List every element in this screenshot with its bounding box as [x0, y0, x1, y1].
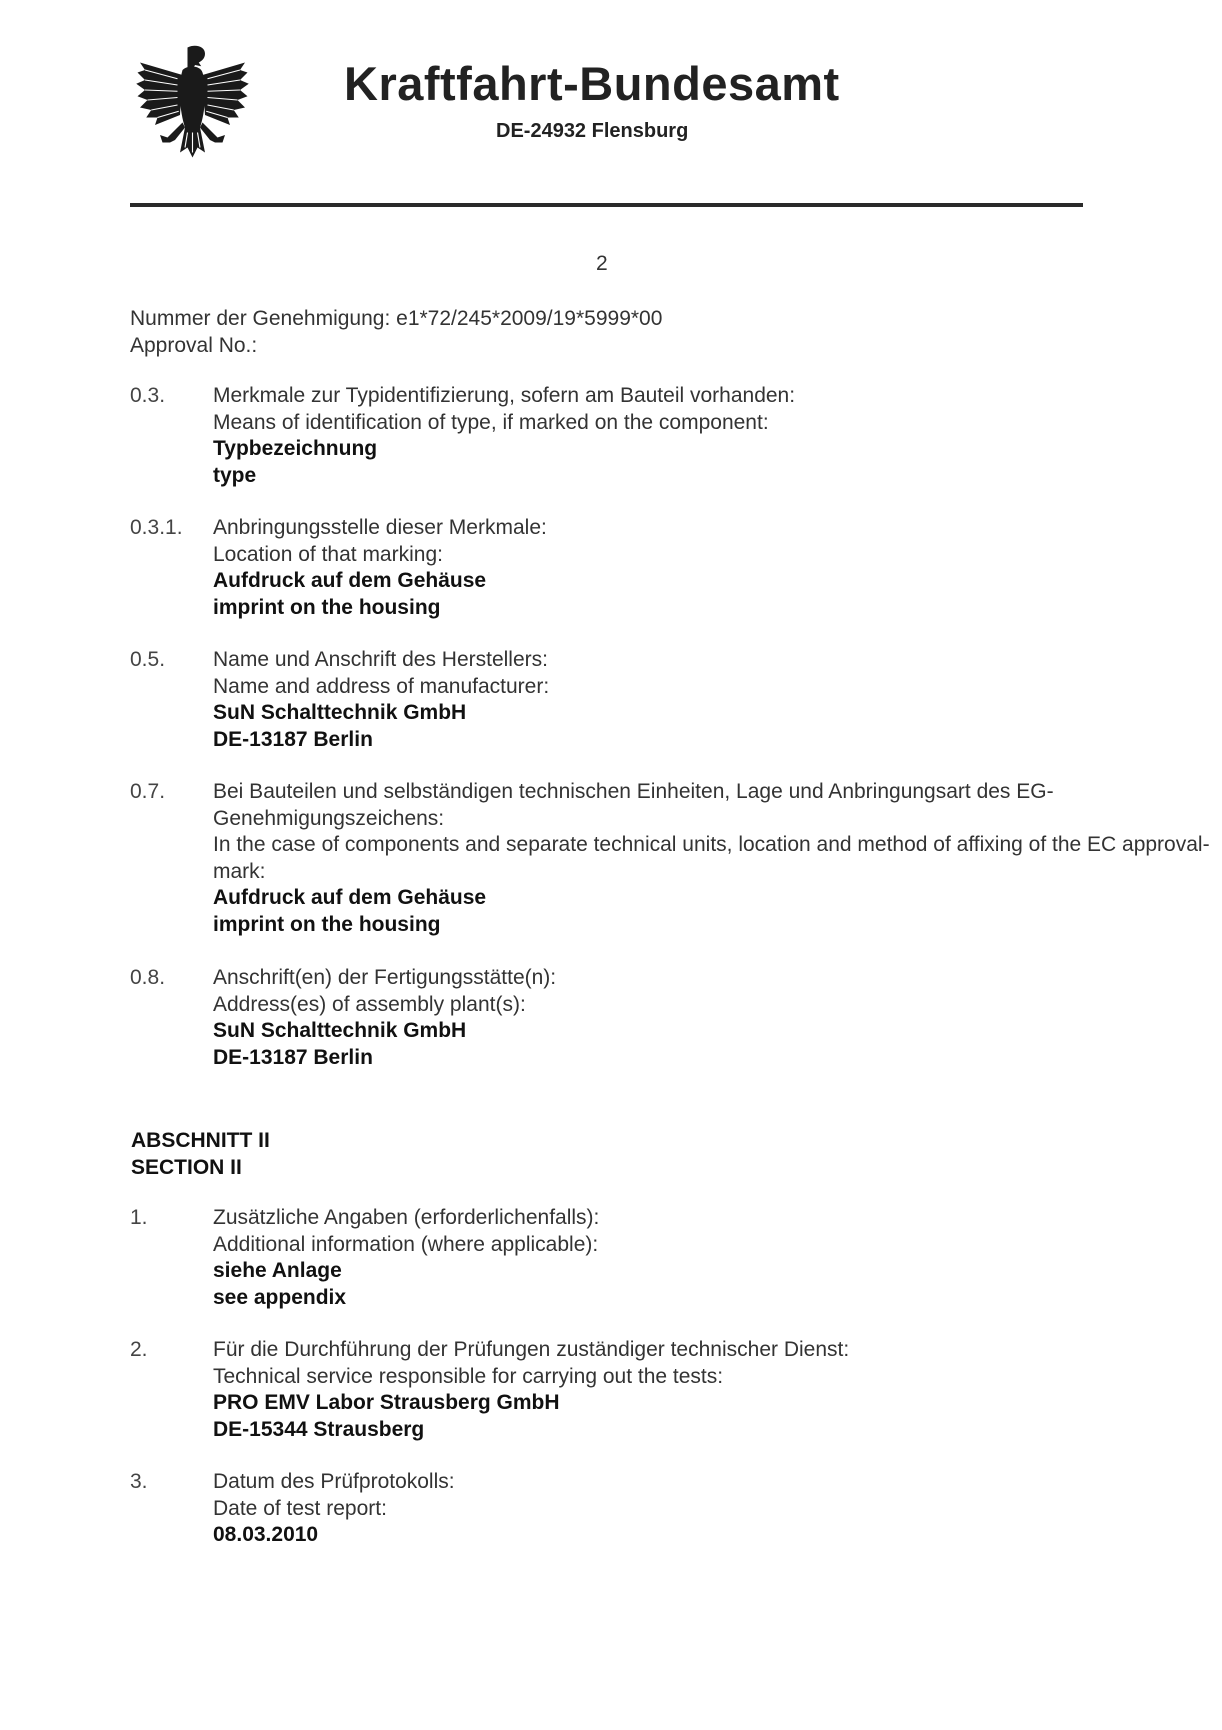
section-title-en: SECTION II [131, 1156, 242, 1179]
organization-address: DE-24932 Flensburg [496, 120, 689, 142]
item-label-de: Anschrift(en) der Fertigungsstätte(n): [213, 966, 557, 989]
item-number: 2. [130, 1338, 148, 1361]
item-value: Aufdruck auf dem Gehäuse [213, 886, 487, 909]
item-label-en: Date of test report: [213, 1496, 387, 1520]
item-label-en: In the case of components and separate technical units, location and method of affixing of the EC approval-mark: [213, 833, 1210, 883]
item-label-de: Merkmale zur Typidentifizierung, sofern am Bauteil vorhanden: [213, 384, 796, 407]
item-number: 0.8. [130, 966, 166, 989]
item-value: Aufdruck auf dem Gehäuse [213, 569, 487, 592]
item-value: imprint on the housing [213, 912, 441, 936]
item-label-de: Bei Bauteilen und selbständigen technischen Einheiten, Lage und Anbringungsart des EG-Genehmigungszeichens: [213, 780, 1054, 830]
organization-name: Kraftfahrt-Bundesamt [344, 57, 840, 110]
item-number: 0.7. [130, 780, 166, 803]
item-label-en: Technical service responsible for carrying out the tests: [213, 1364, 724, 1388]
section-heading [131, 1127, 270, 1181]
item-value: SuN Schalttechnik GmbH [213, 1019, 467, 1042]
approval-label-de: Nummer der Genehmigung: [130, 307, 391, 330]
header-divider [130, 203, 1083, 207]
item-label-en: Additional information (where applicable): [213, 1232, 599, 1256]
federal-eagle-icon [130, 40, 255, 165]
approval-label-en: Approval No.: [130, 334, 258, 357]
item-value: imprint on the housing [213, 595, 441, 619]
item-label-en: Name and address of manufacturer: [213, 674, 550, 698]
item-value: 08.03.2010 [213, 1523, 319, 1546]
item-number: 3. [130, 1470, 148, 1493]
item-value: SuN Schalttechnik GmbH [213, 701, 467, 724]
item-label-de: Datum des Prüfprotokolls: [213, 1470, 455, 1493]
section-title-de: ABSCHNITT II [131, 1129, 270, 1152]
item-label-de: Name und Anschrift des Herstellers: [213, 648, 548, 671]
page-number: 2 [596, 252, 608, 275]
item-label-en: Means of identification of type, if marked on the component: [213, 410, 769, 434]
approval-number: e1*72/245*2009/19*5999*00 [396, 307, 663, 330]
item-label-en: Address(es) of assembly plant(s): [213, 992, 526, 1016]
item-value: DE-13187 Berlin [213, 1045, 373, 1069]
item-label-en: Location of that marking: [213, 542, 443, 566]
item-number: 1. [130, 1206, 148, 1229]
item-number: 0.3. [130, 384, 166, 407]
item-value: siehe Anlage [213, 1259, 342, 1282]
item-value: Typbezeichnung [213, 437, 378, 460]
item-number: 0.5. [130, 648, 166, 671]
item-value: DE-13187 Berlin [213, 727, 373, 751]
item-value: type [213, 463, 257, 487]
item-label-de: Zusätzliche Angaben (erforderlichenfalls): [213, 1206, 600, 1229]
item-label-de: Für die Durchführung der Prüfungen zuständiger technischer Dienst: [213, 1338, 850, 1361]
item-value: see appendix [213, 1285, 347, 1309]
item-label-de: Anbringungsstelle dieser Merkmale: [213, 516, 547, 539]
item-number: 0.3.1. [130, 516, 183, 539]
approval-block [130, 305, 662, 359]
item-value: DE-15344 Strausberg [213, 1417, 425, 1441]
item-value: PRO EMV Labor Strausberg GmbH [213, 1391, 560, 1414]
